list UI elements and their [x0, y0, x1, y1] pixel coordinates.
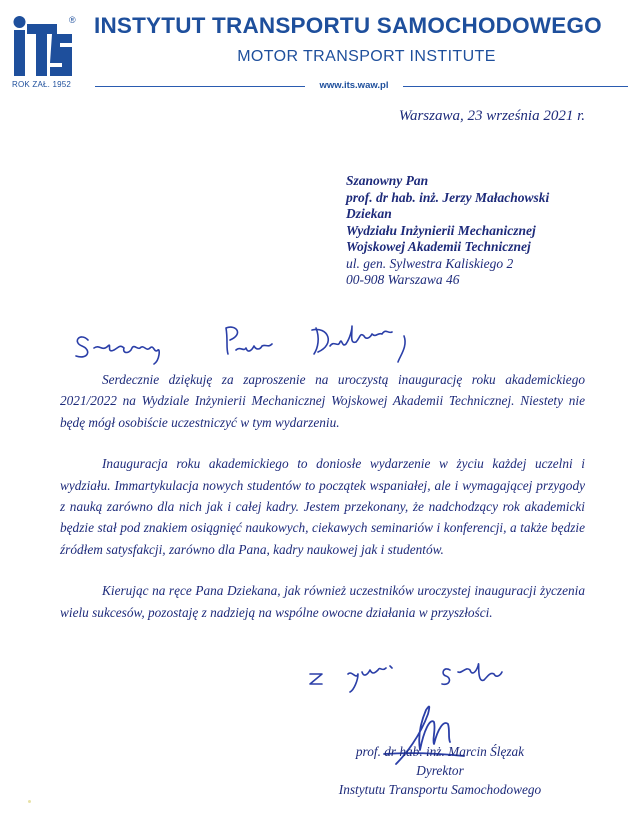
recipient-street: ul. gen. Sylwestra Kaliskiego 2	[346, 255, 514, 271]
institute-name-en: MOTOR TRANSPORT INSTITUTE	[237, 48, 496, 65]
registered-mark-icon: ®	[69, 15, 76, 25]
date-line: Warszawa, 23 września 2021 r.	[398, 108, 585, 124]
paper-speck	[28, 800, 31, 803]
recipient-faculty: Wydziału Inżynierii Mechanicznej	[346, 222, 536, 238]
website-link[interactable]: www.its.waw.pl	[319, 80, 389, 91]
signatory-name: prof. dr hab. inż. Marcin Ślęzak	[355, 744, 525, 759]
recipient-name: prof. dr hab. inż. Jerzy Małachowski	[346, 189, 550, 205]
institute-name-pl: INSTYTUT TRANSPORTU SAMOCHODOWEGO	[94, 13, 602, 38]
header-rule-right	[403, 86, 628, 87]
body-paragraph-2: Inauguracja roku akademickiego to doniosłe wydarzenie w życiu każdej uczelni i wydziału. Immartykulacja nowych studentów to początek wspaniałej, ale i wymagającej przygody z nauką zarówno dla nich jak i całej kadry. Jestem przekonany, że nadchodzący rok akademicki będzie stał pod znakiem osiągnięć naukowych, ciekawych seminariów i konferencji, a także będzie źródłem satysfakcji, zarówno dla Pana, kadry naukowej jak i studentów.	[60, 456, 585, 557]
handwritten-closing	[300, 650, 540, 695]
recipient-address	[346, 173, 549, 289]
handwritten-salutation	[68, 318, 448, 368]
founded-year: ROK ZAŁ. 1952	[12, 80, 72, 89]
its-logo	[10, 14, 76, 78]
recipient-postal: 00-908 Warszawa 46	[346, 272, 460, 287]
body-paragraph-1: Serdecznie dziękuję za zaproszenie na uroczystą inaugurację roku akademickiego 2021/2022 na Wydziale Inżynierii Mechanicznej Wojskowej Akademii Technicznej. Niestety nie będę mógł osobiście uczestniczyć w tym wydarzeniu.	[60, 372, 585, 430]
letter-body	[60, 369, 585, 643]
recipient-academy: Wojskowej Akademii Technicznej	[346, 239, 531, 254]
signatory-position: Dyrektor	[416, 763, 464, 778]
header-rule-left	[95, 86, 305, 87]
recipient-salutation: Szanowny Pan	[346, 173, 429, 188]
signatory-organization: Instytutu Transportu Samochodowego	[338, 782, 542, 797]
body-paragraph-3: Kierując na ręce Pana Dziekana, jak również uczestników uroczystej inauguracji życzenia wielu sukcesów, pozostaję z nadzieją na wspólne owocne działania w przyszłości.	[60, 583, 585, 620]
signatory-block	[300, 742, 580, 799]
recipient-title: Dziekan	[346, 206, 392, 221]
